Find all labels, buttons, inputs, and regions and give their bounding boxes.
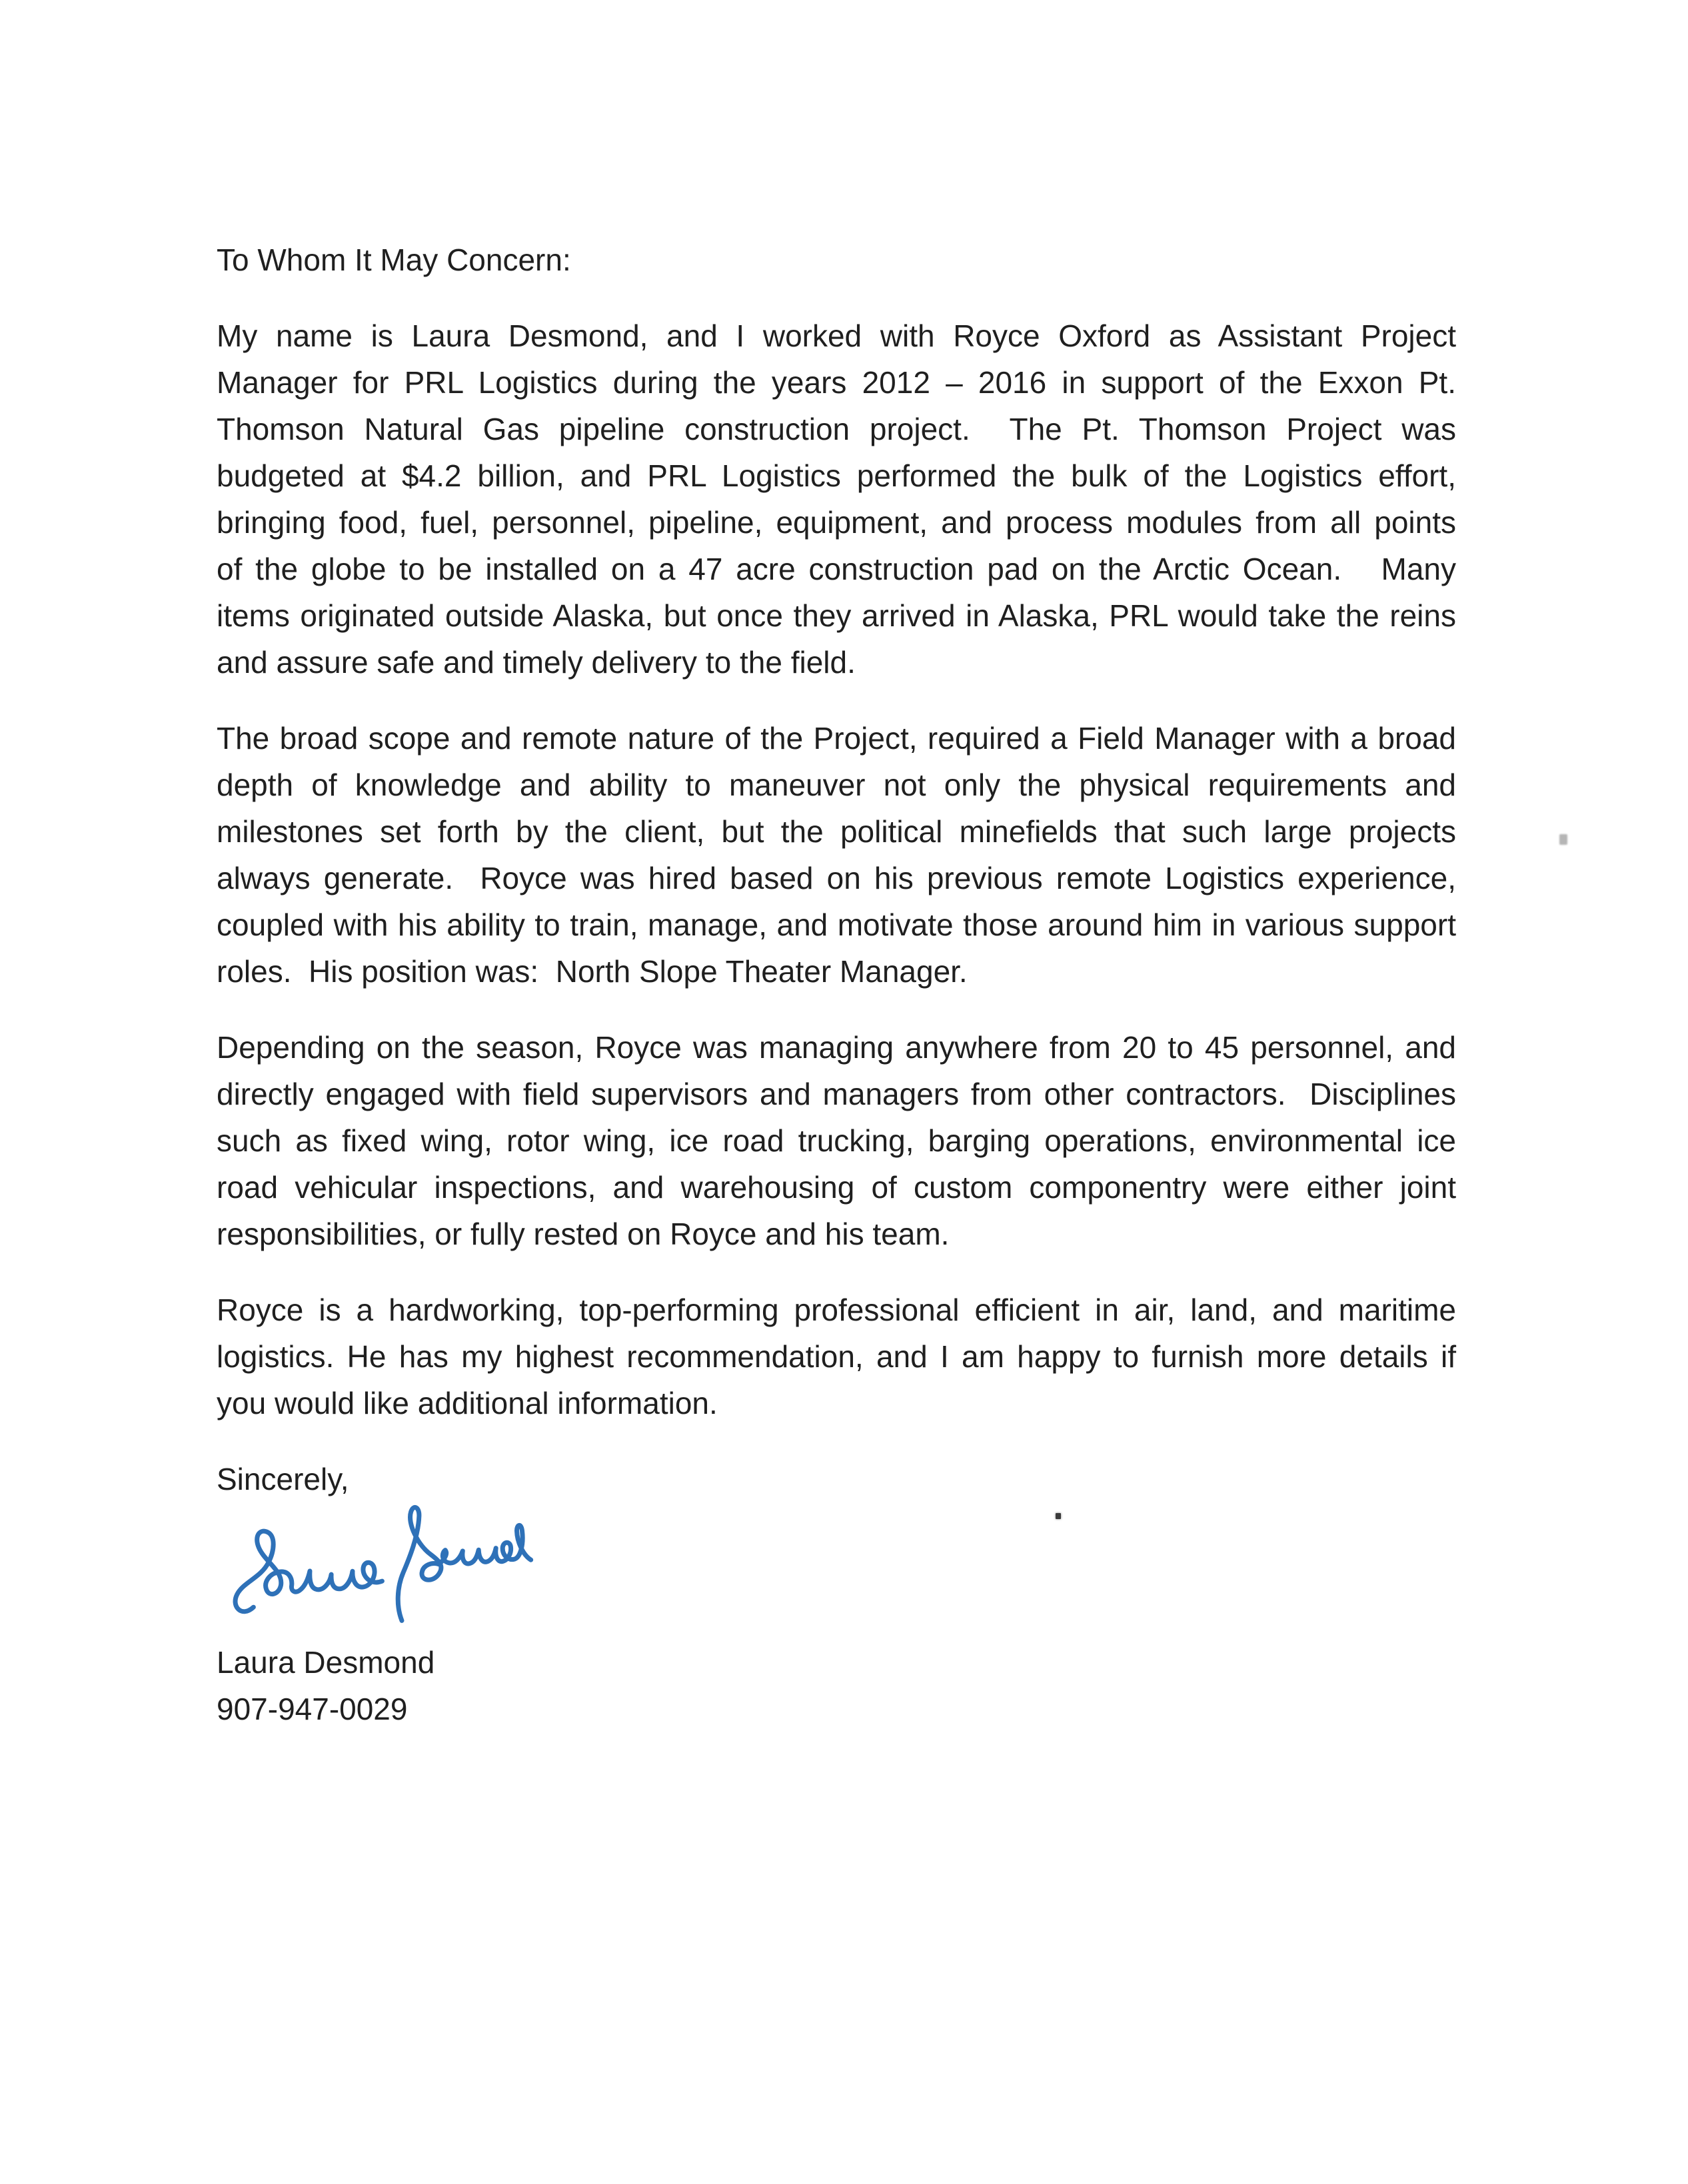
body-line: Manager for PRL Logistics during the years 2012 – 2016 in support of the Exxon Pt. bbox=[217, 365, 1456, 400]
signature-block bbox=[229, 1502, 1456, 1639]
letter-content bbox=[217, 237, 1456, 1732]
body-line: roles. His position was: North Slope Theater Manager. bbox=[217, 954, 968, 989]
body-line: directly engaged with field supervisors and managers from other contractors. Disciplines bbox=[217, 1077, 1456, 1111]
body-line: of the globe to be installed on a 47 acre construction pad on the Arctic Ocean. Many bbox=[217, 552, 1456, 586]
closing: Sincerely, bbox=[217, 1462, 349, 1496]
paragraph bbox=[217, 1024, 1456, 1257]
signature-word-laura bbox=[233, 1528, 383, 1612]
body-line: depth of knowledge and ability to maneuver not only the physical requirements and bbox=[217, 768, 1456, 802]
body-line: budgeted at $4.2 billion, and PRL Logistics performed the bulk of the Logistics effort, bbox=[217, 458, 1456, 493]
paragraph bbox=[217, 715, 1456, 995]
signer-name: Laura Desmond bbox=[217, 1645, 435, 1680]
body-line: always generate. Royce was hired based on his previous remote Logistics experience, bbox=[217, 861, 1456, 895]
paragraph bbox=[217, 1287, 1456, 1426]
body-line: bringing food, fuel, personnel, pipeline, equipment, and process modules from all points bbox=[217, 505, 1456, 540]
body-line: items originated outside Alaska, but once they arrived in Alaska, PRL would take the reins bbox=[217, 598, 1456, 633]
paragraph bbox=[217, 312, 1456, 686]
letter-body bbox=[217, 312, 1456, 1426]
body-line: responsibilities, or fully rested on Royce and his team. bbox=[217, 1217, 950, 1251]
body-line: Thomson Natural Gas pipeline construction project. The Pt. Thomson Project was bbox=[217, 412, 1456, 446]
body-line: coupled with his ability to train, manage, and motivate those around him in various support bbox=[217, 907, 1456, 942]
body-line: such as fixed wing, rotor wing, ice road trucking, barging operations, environmental ice bbox=[217, 1123, 1456, 1158]
signature-word-desmond bbox=[396, 1504, 532, 1621]
scan-speck bbox=[1559, 834, 1567, 845]
body-line: Depending on the season, Royce was managing anywhere from 20 to 45 personnel, and bbox=[217, 1030, 1456, 1065]
body-line: you would like additional information. bbox=[217, 1386, 718, 1420]
salutation: To Whom It May Concern: bbox=[217, 243, 571, 277]
signature-ink bbox=[227, 1498, 543, 1643]
body-line: milestones set forth by the client, but the political minefields that such large projects bbox=[217, 814, 1456, 849]
body-line: logistics. He has my highest recommendation, and I am happy to furnish more details if bbox=[217, 1339, 1456, 1374]
signer-phone: 907-947-0029 bbox=[217, 1692, 408, 1726]
body-line: Royce is a hardworking, top-performing professional efficient in air, land, and maritime bbox=[217, 1293, 1456, 1327]
body-line: The broad scope and remote nature of the Project, required a Field Manager with a broad bbox=[217, 721, 1456, 756]
body-line: road vehicular inspections, and warehousing of custom componentry were either joint bbox=[217, 1170, 1456, 1205]
scan-speck bbox=[1056, 1513, 1061, 1519]
body-line: and assure safe and timely delivery to the field. bbox=[217, 645, 856, 680]
body-line: My name is Laura Desmond, and I worked with Royce Oxford as Assistant Project bbox=[217, 318, 1456, 353]
